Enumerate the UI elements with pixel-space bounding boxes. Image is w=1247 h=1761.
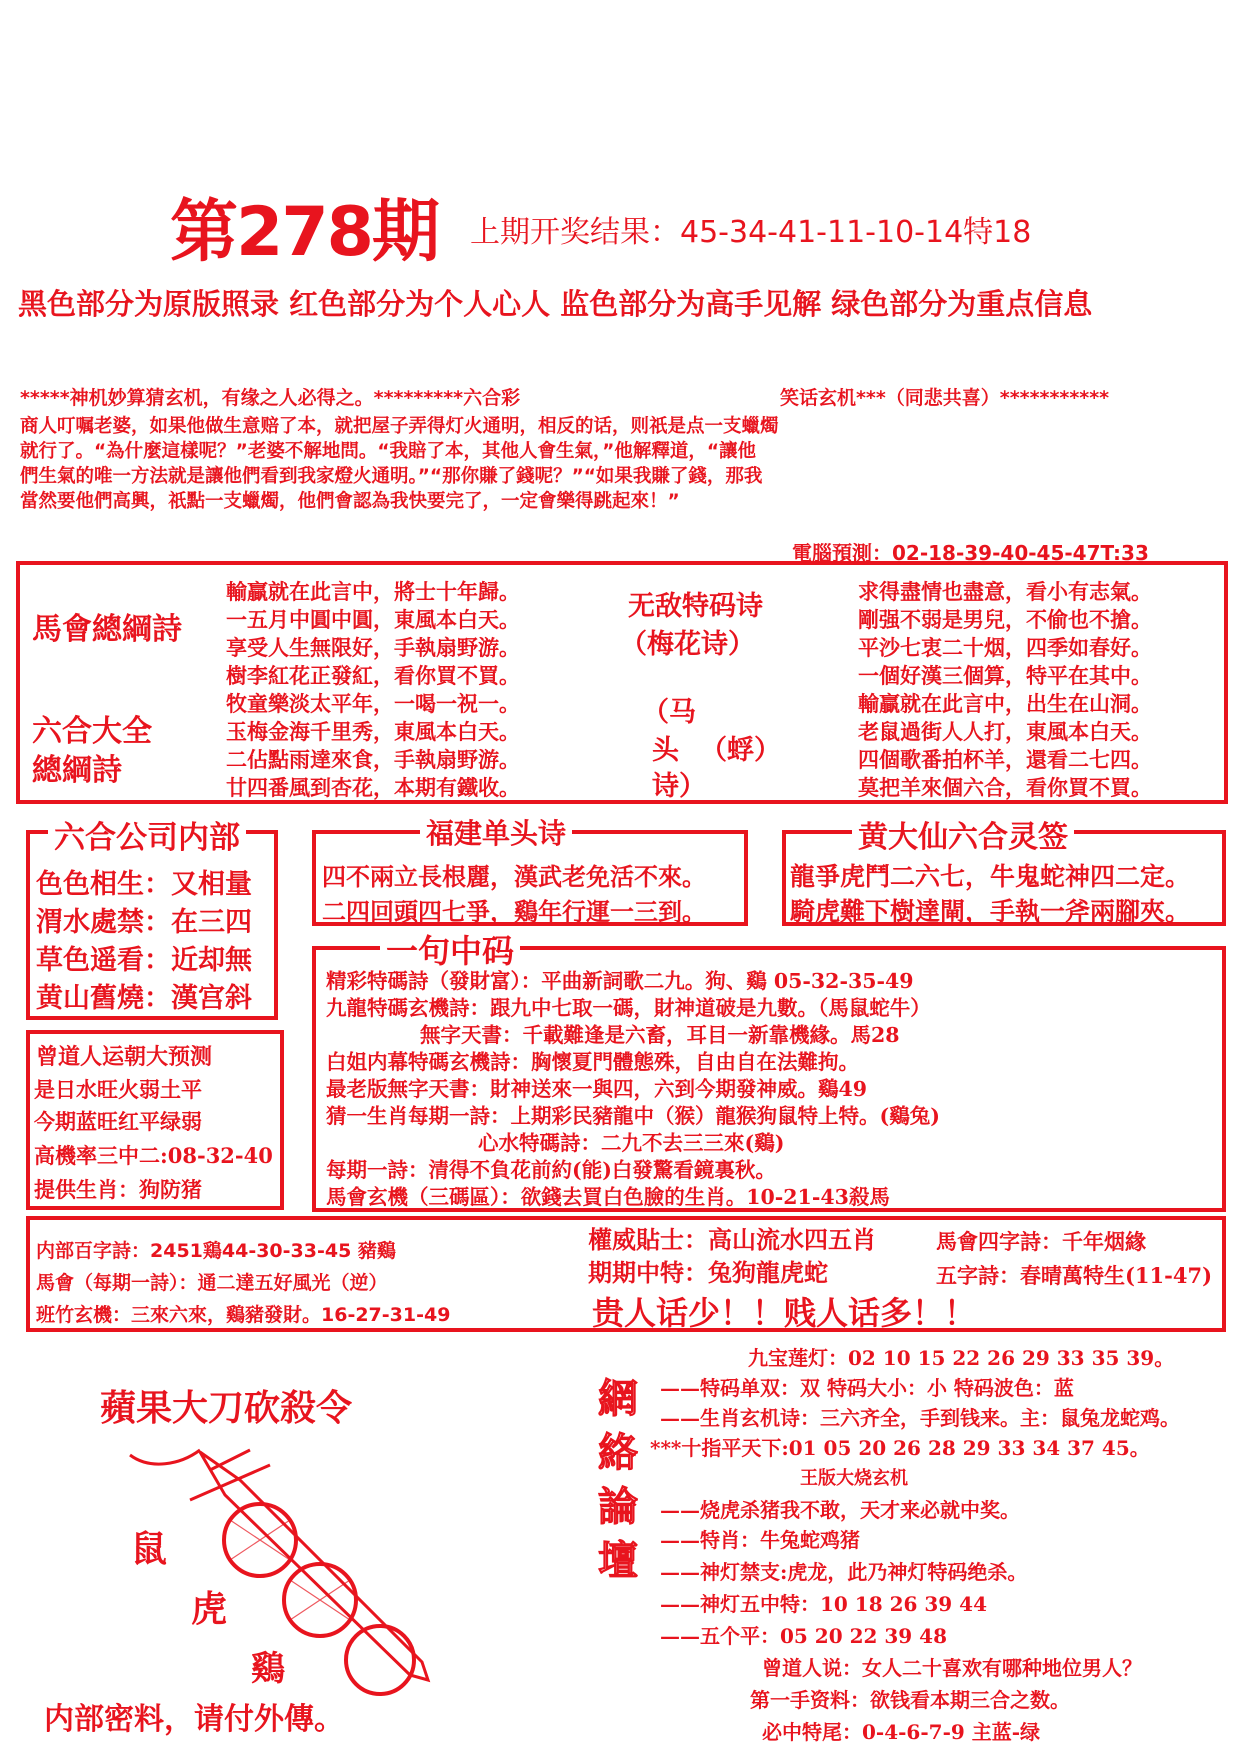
mid-title: 无敌特码诗 bbox=[628, 591, 763, 622]
huang-row-2: 騎虎難下樹達閘，手執一斧兩腳夾。 bbox=[790, 897, 1191, 926]
yiju-row-1: 精彩特碼詩（發財富）：平曲新詞歌二九。狗、鷄 05-32-35-49 bbox=[326, 969, 914, 993]
mid-sub: （梅花诗） bbox=[620, 629, 755, 660]
poem-left-2: 一五月中圓中圓，東風本白天。 bbox=[226, 607, 520, 632]
company-row-1: 色色相生：又相量 bbox=[36, 869, 252, 900]
joke-line-2: 就行了。“為什麼這樣呢？”老婆不解地問。“我賠了本，其他人會生氣，”他解釋道，“讓他 bbox=[20, 441, 757, 462]
company-row-2: 渭水處禁：在三四 bbox=[36, 907, 252, 938]
forum-line-1: 九宝莲灯：02 10 15 22 26 29 33 35 39。 bbox=[748, 1346, 1175, 1370]
last-result: 上期开奖结果：45-34-41-11-10-14特18 bbox=[470, 215, 1032, 250]
yiju-row-6: 猜一生肖每期一詩：上期彩民豬龍中（猴）龍猴狗鼠特上特。(鷄兔) bbox=[326, 1104, 940, 1128]
mid-m3: （蜉） bbox=[700, 735, 781, 766]
forum-line-3: ——生肖玄机诗：三六齐全，手到钱来。主：鼠兔龙蛇鸡。 bbox=[660, 1406, 1180, 1430]
zeng-row-4: 提供生肖：狗防猪 bbox=[34, 1177, 202, 1202]
zeng-row-2: 今期蓝旺红平绿弱 bbox=[34, 1109, 202, 1134]
company-row-3: 草色遥看：近却無 bbox=[36, 945, 252, 976]
forum-line-11: 曾道人说：女人二十喜欢有哪种地位男人？ bbox=[762, 1656, 1142, 1680]
bottom-left-3: 班竹玄機：三來六來，鷄豬發財。16-27-31-49 bbox=[36, 1304, 451, 1326]
zeng-row-3: 高機率三中二:08-32-40 bbox=[34, 1143, 273, 1168]
forum-side-label bbox=[598, 1372, 644, 1588]
poem-right-8: 莫把羊來個六合，看你買不買。 bbox=[858, 775, 1152, 800]
joke-line-1: 商人叮嘱老婆，如果他做生意赔了本，就把屋子弄得灯火通明，相反的话，则祇是点一支蠟燭 bbox=[20, 416, 779, 437]
bottom-left-2: 馬會（每期一詩）：通二達五好風光（逆） bbox=[36, 1272, 388, 1294]
yiju-row-4: 白姐内幕特碼玄機詩：胸懷夏門體態殊，自由自在法難拘。 bbox=[326, 1050, 859, 1074]
main-label-2b: 總綱詩 bbox=[32, 753, 122, 788]
poem-right-2: 剛强不弱是男兒，不偷也不搶。 bbox=[858, 607, 1152, 632]
huang-row-1: 龍爭虎鬥二六七，牛鬼蛇神四二定。 bbox=[790, 862, 1191, 891]
poem-right-4: 一個好漢三個算，特平在其中。 bbox=[858, 663, 1152, 688]
yiju-row-2: 九龍特碼玄機詩：跟九中七取一碼，財神道破是九數。（馬鼠蛇牛） bbox=[326, 996, 931, 1020]
bottom-right-2: 五字詩：春晴萬特生(11-47) bbox=[936, 1263, 1213, 1288]
yiju-row-9: 馬會玄機（三碼區）：欲錢去買白色臉的生肖。10-21-43殺馬 bbox=[326, 1185, 890, 1209]
blade-footer: 内部密料，请付外傳。 bbox=[44, 1702, 344, 1737]
forum-line-10: ——五个平：05 20 22 39 48 bbox=[660, 1624, 948, 1648]
fujian-title: 福建单头诗 bbox=[420, 812, 572, 852]
bottom-tip: 權威貼士：高山流水四五肖 bbox=[588, 1225, 876, 1254]
zeng-row-1: 是日水旺火弱土平 bbox=[34, 1077, 202, 1102]
bottom-mid: 期期中特：兔狗龍虎蛇 bbox=[588, 1258, 828, 1287]
forum-line-12: 第一手资料：欲钱看本期三合之数。 bbox=[750, 1688, 1070, 1712]
issue-title: 第278期 bbox=[170, 193, 438, 272]
forum-side-1: 網 bbox=[598, 1375, 638, 1422]
forum-line-9: ——神灯五中特：10 18 26 39 44 bbox=[660, 1592, 988, 1616]
fujian-row-1: 四不兩立長根麗，漢武老免活不來。 bbox=[322, 862, 706, 891]
poem-left-3: 享受人生無限好，手執扇野游。 bbox=[226, 635, 520, 660]
zeng-title: 曾道人运朝大预测 bbox=[36, 1044, 213, 1070]
main-label-2a: 六合大全 bbox=[32, 714, 152, 749]
poem-left-7: 二佔點雨達來食，手執扇野游。 bbox=[226, 747, 520, 772]
blade-char-2: 虎 bbox=[191, 1588, 228, 1630]
forum-line-5: 王版大烧玄机 bbox=[800, 1468, 908, 1489]
company-row-4: 黄山舊燒：漢宫斜 bbox=[36, 983, 252, 1014]
joke-head-left: *****神机妙算猜玄机，有缘之人必得之。*********六合彩 bbox=[20, 387, 521, 409]
mid-m2: 头 bbox=[652, 735, 679, 766]
color-legend: 黑色部分为原版照录 红色部分为个人心人 监色部分为高手见解 绿色部分为重点信息 bbox=[18, 287, 1093, 321]
forum-line-8: ——神灯禁支:虎龙，此乃神灯特码绝杀。 bbox=[660, 1560, 1028, 1584]
poem-left-1: 輸贏就在此言中，將士十年歸。 bbox=[226, 579, 520, 604]
forum-line-2: ——特码单双：双 特码大小：小 特码波色：蓝 bbox=[660, 1376, 1074, 1400]
blade-char-1: 鼠 bbox=[131, 1528, 168, 1570]
poem-left-5: 牧童樂淡太平年，一喝一祝一。 bbox=[226, 691, 520, 716]
poem-right-3: 平沙七衷二十烟，四季如春好。 bbox=[858, 635, 1152, 660]
poem-left-4: 樹李紅花正發紅，看你買不買。 bbox=[226, 663, 520, 688]
bottom-left-1: 内部百字詩：2451鶏44-30-33-45 豬鷄 bbox=[36, 1240, 396, 1262]
bottom-right-1: 馬會四字詩：千年烟緣 bbox=[936, 1229, 1146, 1254]
poem-right-6: 老鼠過街人人打，東風本白天。 bbox=[858, 719, 1152, 744]
forum-side-4: 壇 bbox=[598, 1537, 638, 1584]
poem-right-7: 四個歌番拍杯羊，還看二七四。 bbox=[858, 747, 1152, 772]
yiju-row-7: 心水特碼詩：二九不去三三來(鷄) bbox=[478, 1131, 785, 1155]
mid-m4: 诗） bbox=[652, 771, 706, 802]
forum-side-2: 絡 bbox=[598, 1429, 638, 1476]
bottom-slogan: 贵人话少！！贱人话多！！ bbox=[592, 1294, 977, 1332]
forum-line-6: ——烧虎杀猪我不敢，天才来必就中奖。 bbox=[660, 1498, 1020, 1522]
main-label-1: 馬會總綱詩 bbox=[32, 612, 182, 647]
blade-char-3: 鷄 bbox=[251, 1649, 285, 1689]
poem-left-6: 玉梅金海千里秀，東風本白天。 bbox=[226, 719, 520, 744]
yiju-row-3: 無字天書：千載難逢是六畜，耳目一新靠機緣。馬28 bbox=[420, 1023, 900, 1047]
computer-prediction: 電腦預測：02-18-39-40-45-47T:33 bbox=[792, 541, 1149, 565]
forum-line-4: ***十指平天下:01 05 20 26 28 29 33 34 37 45。 bbox=[650, 1436, 1150, 1460]
forum-side-3: 論 bbox=[598, 1483, 638, 1530]
blade-title: 蘋果大刀砍殺令 bbox=[100, 1387, 353, 1429]
joke-head-right: 笑话玄机***（同悲共喜）*********** bbox=[780, 387, 1110, 409]
forum-line-7: ——特肖：牛兔蛇鸡猪 bbox=[660, 1528, 860, 1552]
huang-title: 黄大仙六合灵签 bbox=[852, 812, 1074, 856]
poem-left-8: 廿四番風到杏花，本期有鐵收。 bbox=[226, 775, 520, 800]
yiju-row-5: 最老版無字天書：財神送來一與四，六到今期發神威。鷄49 bbox=[326, 1077, 868, 1101]
yiju-row-8: 每期一詩：清得不負花前約(能)白發驚看鏡裏秋。 bbox=[326, 1158, 776, 1182]
poem-right-1: 求得盡情也盡意，看小有志氣。 bbox=[858, 579, 1152, 604]
poem-right-5: 輸贏就在此言中，出生在山洞。 bbox=[858, 691, 1152, 716]
company-title: 六合公司内部 bbox=[48, 812, 246, 857]
fujian-row-2: 二四回頭四七爭，鷄年行運一三到。 bbox=[322, 897, 706, 926]
mid-m1: （马 bbox=[642, 697, 696, 728]
joke-line-4: 當然要他們高興，祇點一支蠟燭，他們會認為我快要完了，一定會樂得跳起來！” bbox=[20, 491, 680, 512]
yiju-title: 一句中码 bbox=[380, 926, 520, 972]
joke-line-3: 們生氣的唯一方法就是讓他們看到我家燈火通明。”“那你賺了錢呢？”“如果我賺了錢，那我 bbox=[20, 466, 763, 487]
forum-line-13: 必中特尾：0-4-6-7-9 主蓝-绿 bbox=[762, 1720, 1041, 1744]
